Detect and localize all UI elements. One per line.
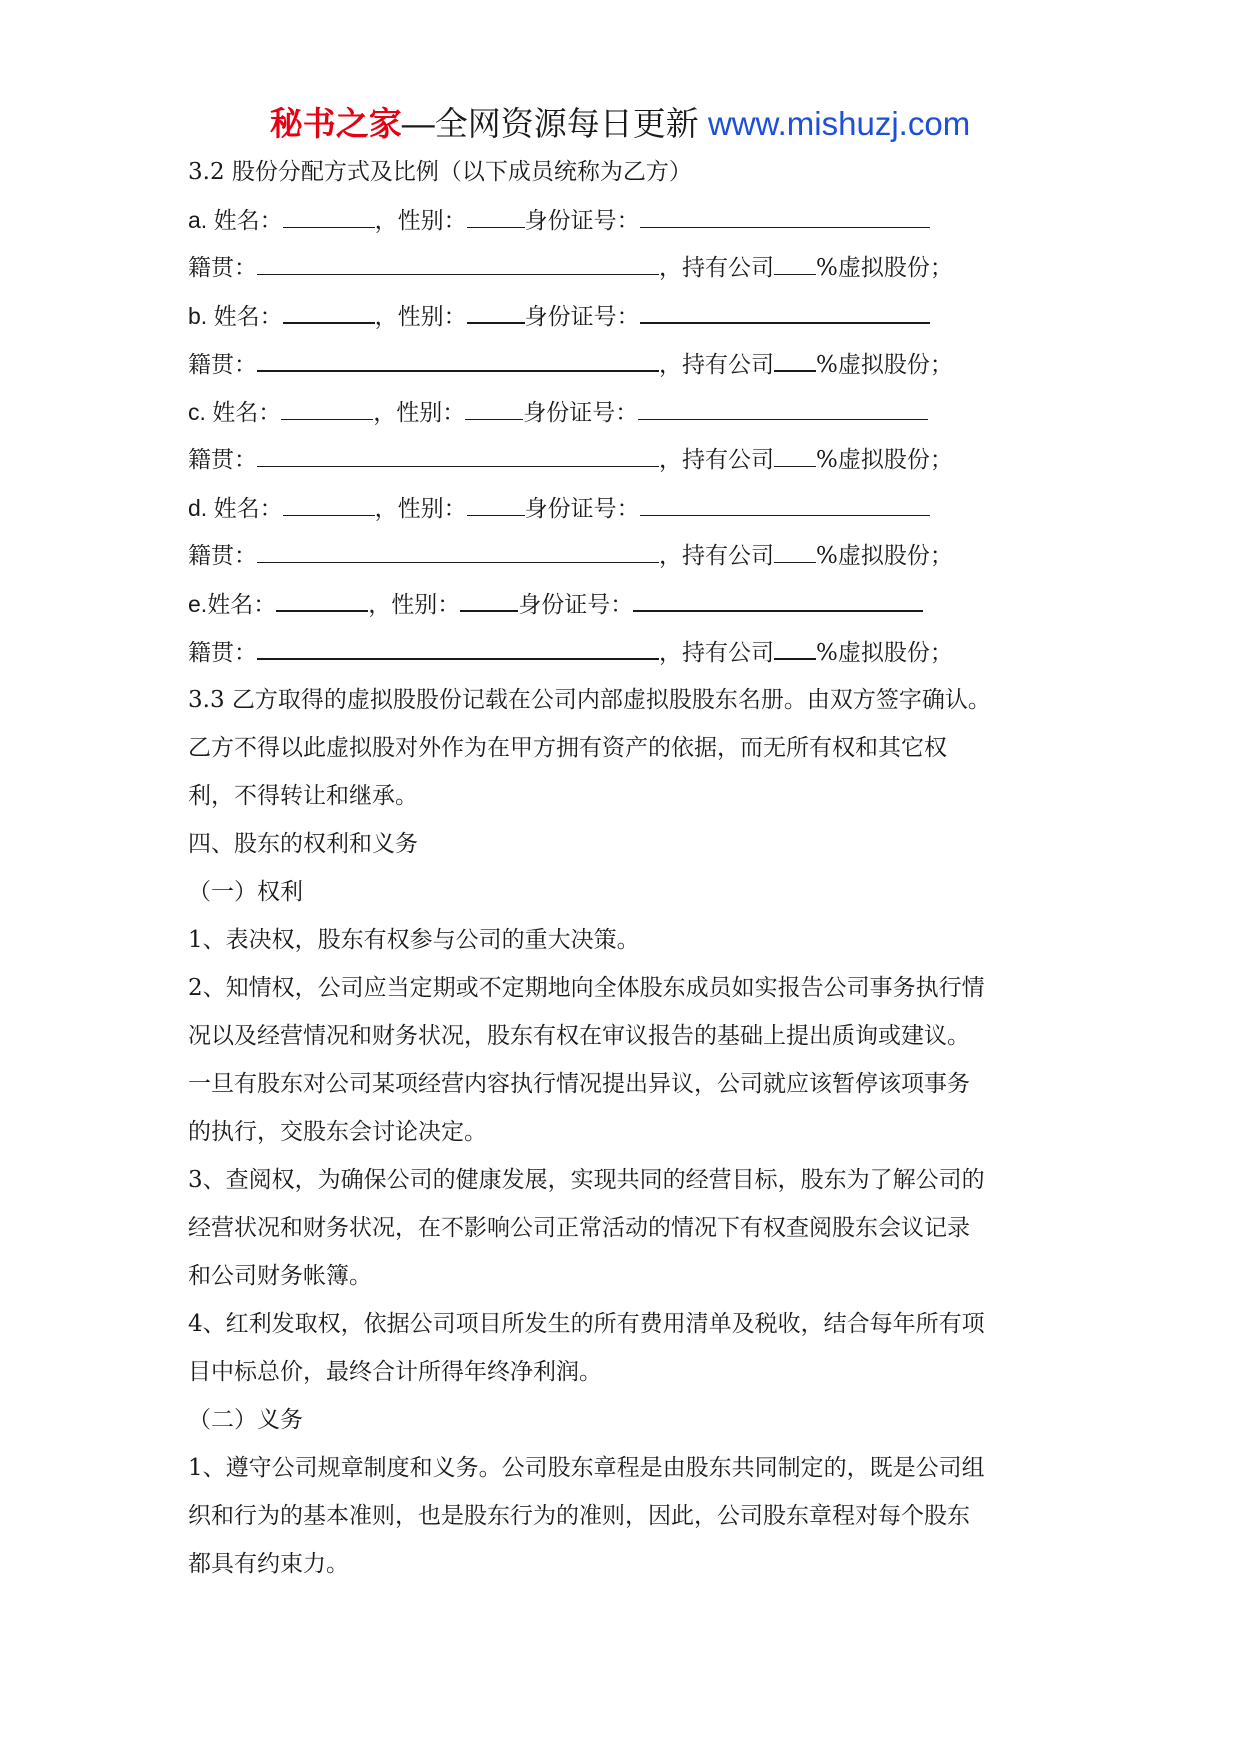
share-suffix: %虚拟股份； — [816, 255, 953, 281]
origin-label: 籍贯： — [188, 352, 257, 378]
section-3-3-line: 3.3 乙方取得的虚拟股股份记载在公司内部虚拟股股东名册。由双方签字确认。 — [188, 687, 991, 713]
gender-blank[interactable] — [465, 389, 523, 420]
name-label: 姓名： — [213, 208, 283, 234]
origin-label: 籍贯： — [188, 255, 257, 281]
id-label: 身份证号： — [524, 208, 640, 234]
member-list — [188, 196, 1058, 676]
share-percent-blank[interactable] — [774, 532, 816, 563]
share-percent-blank[interactable] — [774, 340, 816, 372]
member-prefix: a. — [188, 207, 214, 233]
section-3-3-line: 利，不得转让和继承。 — [188, 783, 418, 809]
share-suffix: %虚拟股份； — [816, 640, 953, 666]
member-row — [188, 580, 1058, 628]
member-row — [188, 292, 1058, 340]
right-item-line: 的执行，交股东会讨论决定。 — [188, 1119, 487, 1145]
right-item-line: 一旦有股东对公司某项经营内容执行情况提出异议，公司就应该暂停该项事务 — [188, 1071, 970, 1097]
gender-label: 性别： — [397, 208, 467, 234]
gender-blank[interactable] — [467, 197, 525, 228]
separator: ， — [374, 496, 398, 522]
right-item-line: 经营状况和财务状况，在不影响公司正常活动的情况下有权查阅股东会议记录 — [188, 1215, 970, 1241]
right-item-line: 况以及经营情况和财务状况，股东有权在审议报告的基础上提出质询或建议。 — [188, 1023, 970, 1049]
right-item-line: 3、查阅权，为确保公司的健康发展，实现共同的经营目标，股东为了解公司的 — [188, 1167, 985, 1193]
share-percent-blank[interactable] — [774, 628, 816, 660]
id-number-blank[interactable] — [640, 197, 930, 228]
duty-item-line: 1、遵守公司规章制度和义务。公司股东章程是由股东共同制定的，既是公司组 — [188, 1455, 985, 1481]
member-row — [188, 196, 1058, 244]
duty-item-line: 都具有约束力。 — [188, 1551, 349, 1577]
gender-blank[interactable] — [467, 485, 525, 516]
origin-blank[interactable] — [257, 532, 659, 563]
id-number-blank[interactable] — [640, 292, 930, 324]
holding-label: ，持有公司 — [659, 255, 774, 281]
right-item-line: 和公司财务帐簿。 — [188, 1263, 372, 1289]
share-suffix: %虚拟股份； — [816, 447, 953, 473]
brand-name: 秘书之家 — [269, 105, 402, 142]
origin-blank[interactable] — [257, 436, 659, 467]
right-item-line: 目中标总价，最终合计所得年终净利润。 — [188, 1359, 602, 1385]
member-origin-row — [188, 532, 1058, 580]
name-blank[interactable] — [283, 292, 375, 324]
section-3-3 — [188, 676, 1058, 820]
right-item — [188, 1300, 1058, 1396]
share-percent-blank[interactable] — [774, 436, 816, 467]
member-origin-row — [188, 244, 1058, 292]
section-3-2-title: 3.2 股份分配方式及比例（以下成员统称为乙方） — [188, 159, 692, 185]
name-blank[interactable] — [276, 580, 368, 612]
id-label: 身份证号： — [524, 304, 640, 330]
id-number-blank[interactable] — [633, 580, 923, 612]
right-item — [188, 916, 1058, 964]
id-label: 身份证号： — [524, 496, 640, 522]
right-item-line: 4、红利发取权，依据公司项目所发生的所有费用清单及税收，结合每年所有项 — [188, 1311, 985, 1337]
member-row — [188, 484, 1058, 532]
member-prefix: c. — [188, 399, 213, 425]
gender-blank[interactable] — [460, 580, 518, 612]
name-label: 姓名： — [207, 592, 277, 618]
duty-item-line: 织和行为的基本准则，也是股东行为的准则，因此，公司股东章程对每个股东 — [188, 1503, 970, 1529]
gender-label: 性别： — [396, 400, 466, 426]
duty-item — [188, 1444, 1058, 1588]
separator: ， — [368, 592, 392, 618]
member-row — [188, 388, 1058, 436]
right-item — [188, 964, 1058, 1156]
site-url-link[interactable]: www.mishuzj.com — [707, 105, 971, 142]
duties-title: （二）义务 — [188, 1407, 303, 1433]
name-blank[interactable] — [281, 389, 373, 420]
header-tagline: —全网资源每日更新 — [401, 105, 699, 142]
share-percent-blank[interactable] — [774, 244, 816, 275]
duties-list — [188, 1444, 1058, 1588]
name-label: 姓名： — [213, 304, 283, 330]
holding-label: ，持有公司 — [659, 447, 774, 473]
member-origin-row — [188, 340, 1058, 388]
section-3-3-line: 乙方不得以此虚拟股对外作为在甲方拥有资产的依据，而无所有权和其它权 — [188, 735, 947, 761]
origin-label: 籍贯： — [188, 543, 257, 569]
gender-label: 性别： — [397, 496, 467, 522]
origin-blank[interactable] — [257, 340, 659, 372]
rights-title: （一）权利 — [188, 879, 303, 905]
right-item-line: 1、表决权，股东有权参与公司的重大决策。 — [188, 927, 640, 953]
name-blank[interactable] — [283, 485, 375, 516]
member-origin-row — [188, 436, 1058, 484]
name-blank[interactable] — [283, 197, 375, 228]
holding-label: ，持有公司 — [659, 543, 774, 569]
name-label: 姓名： — [213, 496, 283, 522]
origin-blank[interactable] — [257, 628, 659, 660]
origin-blank[interactable] — [257, 244, 659, 275]
share-suffix: %虚拟股份； — [816, 543, 953, 569]
id-number-blank[interactable] — [640, 485, 930, 516]
document-body — [188, 148, 1058, 1588]
separator: ， — [374, 304, 398, 330]
separator: ， — [373, 400, 397, 426]
holding-label: ，持有公司 — [659, 352, 774, 378]
origin-label: 籍贯： — [188, 640, 257, 666]
name-label: 姓名： — [212, 400, 282, 426]
member-prefix: e. — [188, 591, 208, 617]
id-label: 身份证号： — [523, 400, 639, 426]
member-prefix: b. — [188, 303, 214, 329]
rights-list — [188, 916, 1058, 1396]
member-prefix: d. — [188, 495, 214, 521]
member-origin-row — [188, 628, 1058, 676]
id-label: 身份证号： — [518, 592, 634, 618]
holding-label: ，持有公司 — [659, 640, 774, 666]
share-suffix: %虚拟股份； — [816, 352, 953, 378]
right-item — [188, 1156, 1058, 1300]
separator: ， — [374, 208, 398, 234]
id-number-blank[interactable] — [638, 389, 928, 420]
section-4-title: 四、股东的权利和义务 — [188, 831, 418, 857]
origin-label: 籍贯： — [188, 447, 257, 473]
gender-blank[interactable] — [467, 292, 525, 324]
right-item-line: 2、知情权，公司应当定期或不定期地向全体股东成员如实报告公司事务执行情 — [188, 975, 985, 1001]
site-header — [0, 100, 1240, 148]
gender-label: 性别： — [391, 592, 461, 618]
gender-label: 性别： — [397, 304, 467, 330]
